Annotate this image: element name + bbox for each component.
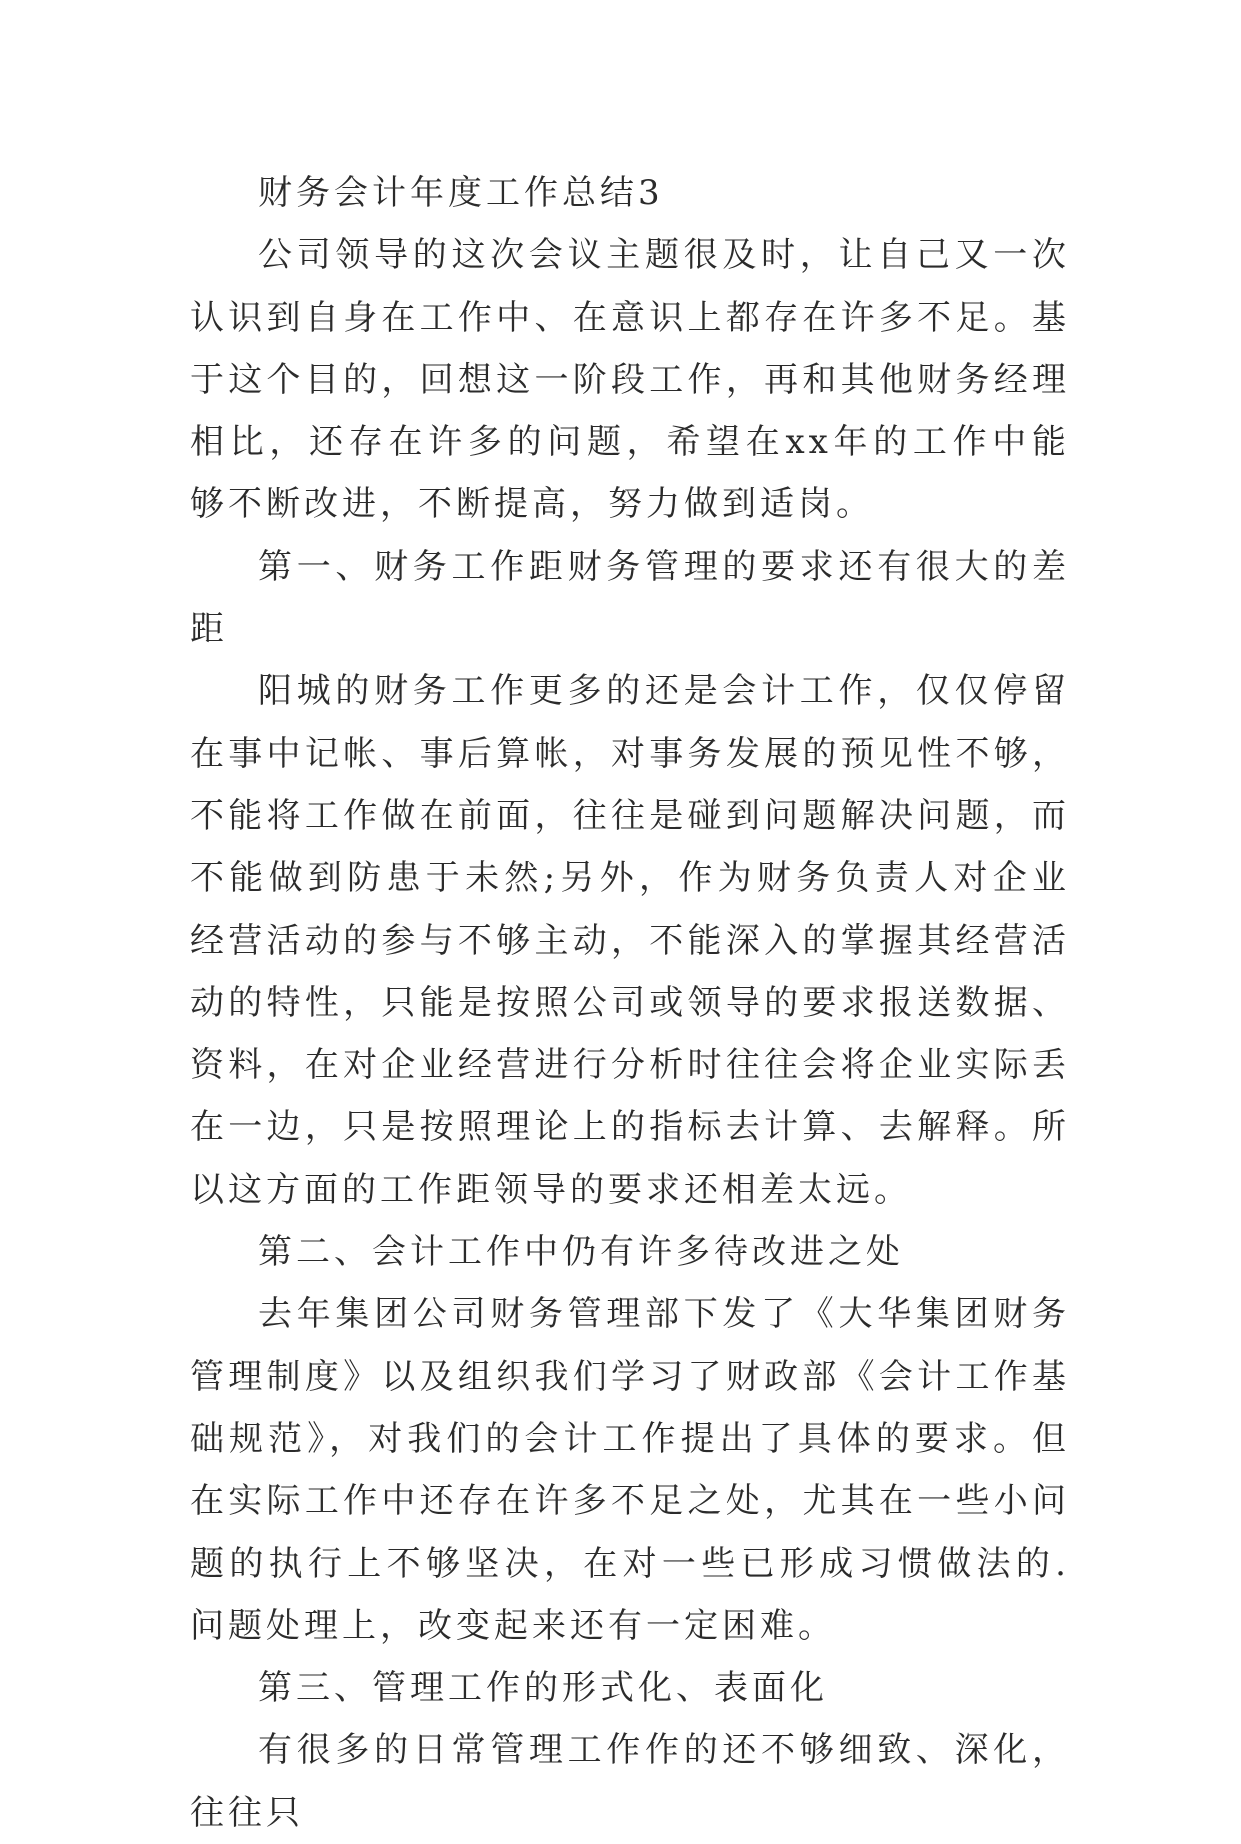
paragraph-section-2: 去年集团公司财务管理部下发了《大华集团财务管理制度》以及组织我们学习了财政部《会计工作基础规范》，对我们的会计工作提出了具体的要求。但在实际工作中还存在许多不足之处，尤其在一些小问题的执行上不够坚决，在对一些已形成习惯做法的.问题处理上，改变起来还有一定困难。 [190, 1294, 1070, 1646]
section-heading-1: 第一、财务工作距财务管理的要求还有很大的差距 [190, 546, 1070, 650]
paragraph-intro: 公司领导的这次会议主题很及时，让自己又一次认识到自身在工作中、在意识上都存在许多不足。基于这个目的，回想这一阶段工作，再和其他财务经理相比，还存在许多的问题，希望在xx年的工作中能够不断改进，不断提高，努力做到适岗。 [190, 235, 1070, 525]
paragraph-section-1: 阳城的财务工作更多的还是会计工作，仅仅停留在事中记帐、事后算帐，对事务发展的预见性不够，不能将工作做在前面，往往是碰到问题解决问题，而不能做到防患于未然;另外，作为财务负责人对企业经营活动的参与不够主动，不能深入的掌握其经营活动的特性，只能是按照公司或领导的要求报送数据、资料，在对企业经营进行分析时往往会将企业实际丢在一边，只是按照理论上的指标去计算、去解释。所以这方面的工作距领导的要求还相差太远。 [190, 671, 1070, 1210]
document-title: 财务会计年度工作总结3 [258, 173, 664, 213]
section-heading-3: 第三、管理工作的形式化、表面化 [258, 1668, 828, 1709]
section-heading-2: 第二、会计工作中仍有许多待改进之处 [258, 1232, 904, 1273]
document-body [190, 162, 1070, 1844]
paragraph-section-3: 有很多的日常管理工作作的还不够细致、深化，往往只 [190, 1730, 1070, 1833]
